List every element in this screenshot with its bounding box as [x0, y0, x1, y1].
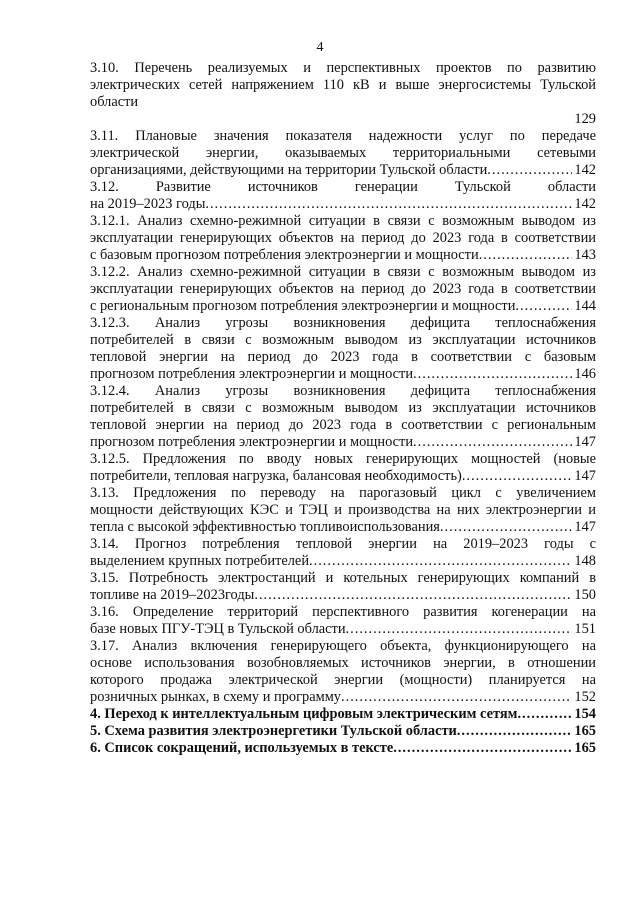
toc-entry-page: 144 [574, 298, 596, 314]
toc-entry-text: выделением крупных потребителей ..... [90, 553, 572, 570]
toc-entry-text: организациями, действующими на территории Тульской области ..... [90, 162, 572, 179]
toc-entry-text: 3.11. Плановые значения показателя надежности услуг по передаче [90, 128, 596, 144]
toc-entry-page: 151 [574, 621, 596, 637]
page-number: 4 [316, 40, 324, 55]
toc-entry [90, 570, 596, 604]
toc-entry [90, 638, 596, 706]
toc-entry-text: 3.12. Развитие источников генерации Тульской области [90, 179, 596, 195]
toc-entry-text: потребителей в связи с возможным выводом из эксплуатации источников [90, 400, 596, 416]
toc-entry-page: 143 [574, 247, 596, 263]
toc-entry-page: 147 [574, 468, 596, 484]
toc-entry [90, 723, 596, 740]
toc-entry-text: 3.13. Предложения по переводу на парогазовый цикл с увеличением [90, 485, 596, 501]
toc-entry-text: потребители, тепловая нагрузка, балансовая необходимость) ..... [90, 468, 572, 485]
toc-entry [90, 383, 596, 451]
toc-entry-page: 129 [574, 111, 596, 127]
toc-entry-text: потребителей в связи с возможным выводом из эксплуатации источников [90, 332, 596, 348]
toc-entry-text: мощности действующих КЭС и ТЭЦ и производства на них электроэнергии и [90, 502, 596, 518]
toc-entry-text: 3.12.1. Анализ схемно-режимной ситуации в связи с возможным выводом из [90, 213, 596, 229]
toc-entry-text: прогнозом потребления электроэнергии и мощности ..... [90, 366, 572, 383]
toc-entry-text: электрических сетей напряжением 110 кВ и выше энергосистемы Тульской [90, 77, 596, 93]
toc-entry-text: 3.12.3. Анализ угрозы возникновения дефицита теплоснабжения [90, 315, 596, 331]
toc-entry-page: 165 [574, 723, 596, 739]
toc-entry-text: с региональным прогнозом потребления электроэнергии и мощности ..... [90, 298, 572, 315]
toc-entry-text: 3.14. Прогноз потребления тепловой энергии на 2019–2023 годы с [90, 536, 596, 552]
toc-entry [90, 706, 596, 723]
toc-entry-page: 147 [574, 434, 596, 450]
toc-entry-text: 4. Переход к интеллектуальным цифровым электрическим сетям ..... [90, 706, 572, 723]
toc-entry-page: 150 [574, 587, 596, 603]
toc-entry [90, 60, 596, 128]
toc-entry-text: тепла с высокой эффективностью топливоиспользования ..... [90, 519, 572, 536]
toc-entry-page: 147 [574, 519, 596, 535]
toc-entry-text: области [90, 94, 139, 110]
toc-entry-page: 165 [574, 740, 596, 756]
toc-entry-page: 154 [574, 706, 596, 722]
toc-entry [90, 128, 596, 179]
toc-entry-text: 3.17. Анализ включения генерирующего объекта, функционирующего на [90, 638, 596, 654]
toc-entry-text: 3.12.4. Анализ угрозы возникновения дефицита теплоснабжения [90, 383, 596, 399]
toc-entry [90, 604, 596, 638]
toc-entry-text: тепловой энергии на период до 2023 года в соответствии с региональным [90, 417, 596, 433]
toc-entry-text: эксплуатации генерирующих объектов на период до 2023 года в соответствии [90, 281, 596, 297]
toc-entry-text: эксплуатации генерирующих объектов на период до 2023 года в соответствии [90, 230, 596, 246]
toc-entry-text: базе новых ПГУ-ТЭЦ в Тульской области ..... [90, 621, 572, 638]
toc-entry [90, 179, 596, 213]
toc-entry-text: 3.16. Определение территорий перспективного развития когенерации на [90, 604, 596, 620]
toc-entry [90, 264, 596, 315]
toc-entry-page: 148 [574, 553, 596, 569]
toc-entry-page: 146 [574, 366, 596, 382]
toc-entry-text: на 2019–2023 годы ..... [90, 196, 572, 213]
toc-entry-text: 6. Список сокращений, используемых в тексте ..... [90, 740, 572, 757]
toc-entry-text: тепловой энергии на период до 2023 года в соответствии с базовым [90, 349, 596, 365]
toc-entry-page: 142 [574, 196, 596, 212]
toc-entry-text: розничных рынках, в схему и программу ..... [90, 689, 572, 706]
toc-entry-text: основе использования возобновляемых источников энергии, в отношении [90, 655, 596, 671]
toc-entry-text: прогнозом потребления электроэнергии и мощности ..... [90, 434, 572, 451]
toc-entry [90, 740, 596, 757]
toc-entry [90, 536, 596, 570]
toc-entry-text: 3.10. Перечень реализуемых и перспективных проектов по развитию [90, 60, 596, 76]
toc-entry-text: с базовым прогнозом потребления электроэнергии и мощности ..... [90, 247, 572, 264]
toc-entry-text: электрической энергии, оказываемых территориальными сетевыми [90, 145, 596, 161]
toc-entry-text: 3.12.5. Предложения по вводу новых генерирующих мощностей (новые [90, 451, 596, 467]
toc-entry [90, 213, 596, 264]
toc-entry-text: 5. Схема развития электроэнергетики Тульской области ..... [90, 723, 572, 740]
toc-entry [90, 485, 596, 536]
table-of-contents [90, 60, 596, 757]
toc-entry [90, 451, 596, 485]
toc-entry-page: 142 [574, 162, 596, 178]
toc-entry-text: 3.12.2. Анализ схемно-режимной ситуации в связи с возможным выводом из [90, 264, 596, 280]
toc-entry-text: 3.15. Потребность электростанций и котельных генерирующих компаний в [90, 570, 596, 586]
toc-entry [90, 315, 596, 383]
toc-entry-page: 152 [574, 689, 596, 705]
toc-entry-text: топливе на 2019–2023годы ..... [90, 587, 572, 604]
toc-entry-text: которого продажа электрической энергии (мощности) планируется на [90, 672, 596, 688]
